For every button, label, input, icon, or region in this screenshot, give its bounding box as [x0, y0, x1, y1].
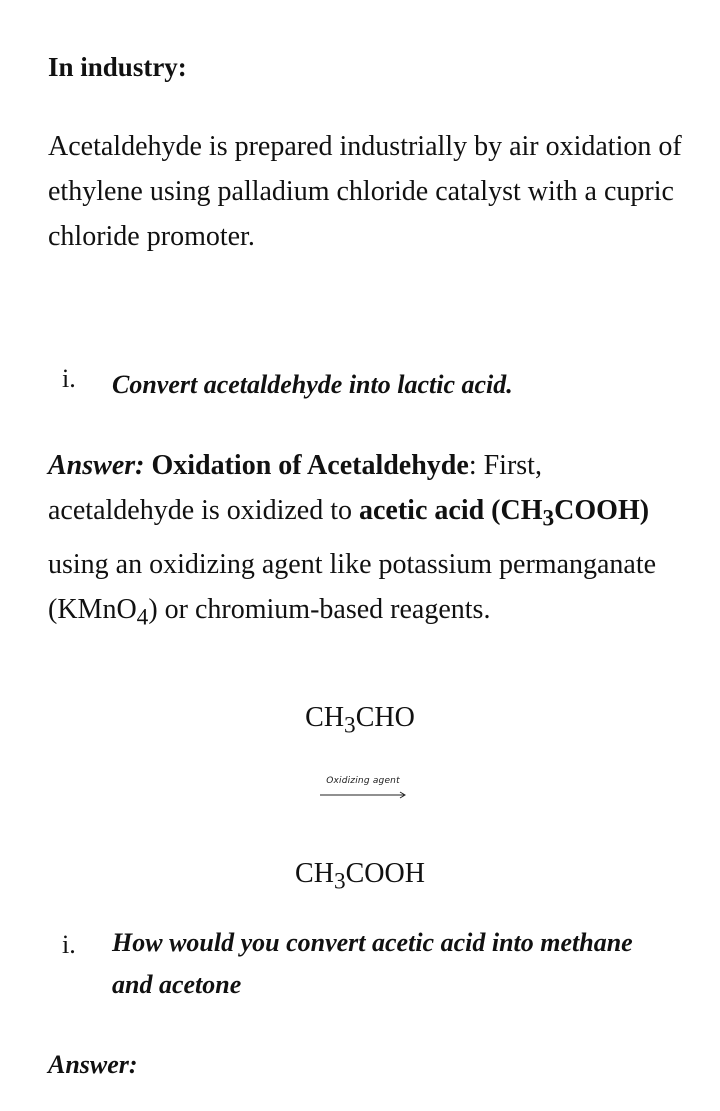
formula-subscript: 3 [333, 868, 346, 895]
formula-part: CHO [355, 702, 415, 733]
kmno4-subscript: 4 [136, 604, 149, 631]
answer-1-text-c: ) or chromium-based reagents. [148, 593, 491, 625]
answer-1-paragraph [48, 443, 688, 640]
arrow-label: Oxidizing agent [326, 776, 400, 786]
answer-2-label: Answer: [48, 1050, 138, 1079]
formula-part: COOH [345, 858, 425, 889]
section-heading: In industry: [48, 52, 187, 82]
reactant-formula [48, 702, 672, 740]
formula-part: CH [305, 702, 345, 733]
question-2-number: i. [62, 930, 76, 959]
answer-1-step-title: Oxidation of Acetaldehyde [151, 450, 469, 481]
product-formula [48, 858, 672, 896]
answer-1-label: Answer: [48, 450, 145, 481]
answer-1-product-name: acetic acid [359, 495, 485, 526]
formula-subscript: 3 [542, 505, 555, 532]
formula-part: COOH) [554, 495, 650, 526]
answer-1-product-formula [491, 495, 650, 532]
formula-subscript: 3 [344, 712, 356, 739]
question-1-text: Convert acetaldehyde into lactic acid. [112, 370, 513, 399]
question-2-text: How would you convert acetic acid into methane and acetone [112, 928, 633, 999]
intro-paragraph: Acetaldehyde is prepared industrially by air oxidation of ethylene using palladium chloride catalyst with a cupric chloride promoter. [48, 131, 682, 252]
answer-1-text-b: using an oxidizing agent like potassium permanganate (KMnO [48, 548, 657, 625]
formula-part: CH [295, 858, 334, 889]
reaction-arrow [318, 776, 408, 804]
question-1-number: i. [62, 364, 76, 393]
formula-part: (CH [491, 495, 543, 526]
right-arrow-icon [318, 791, 408, 799]
answer-1-text-a: : First, acetaldehyde is oxidized to [48, 450, 542, 526]
